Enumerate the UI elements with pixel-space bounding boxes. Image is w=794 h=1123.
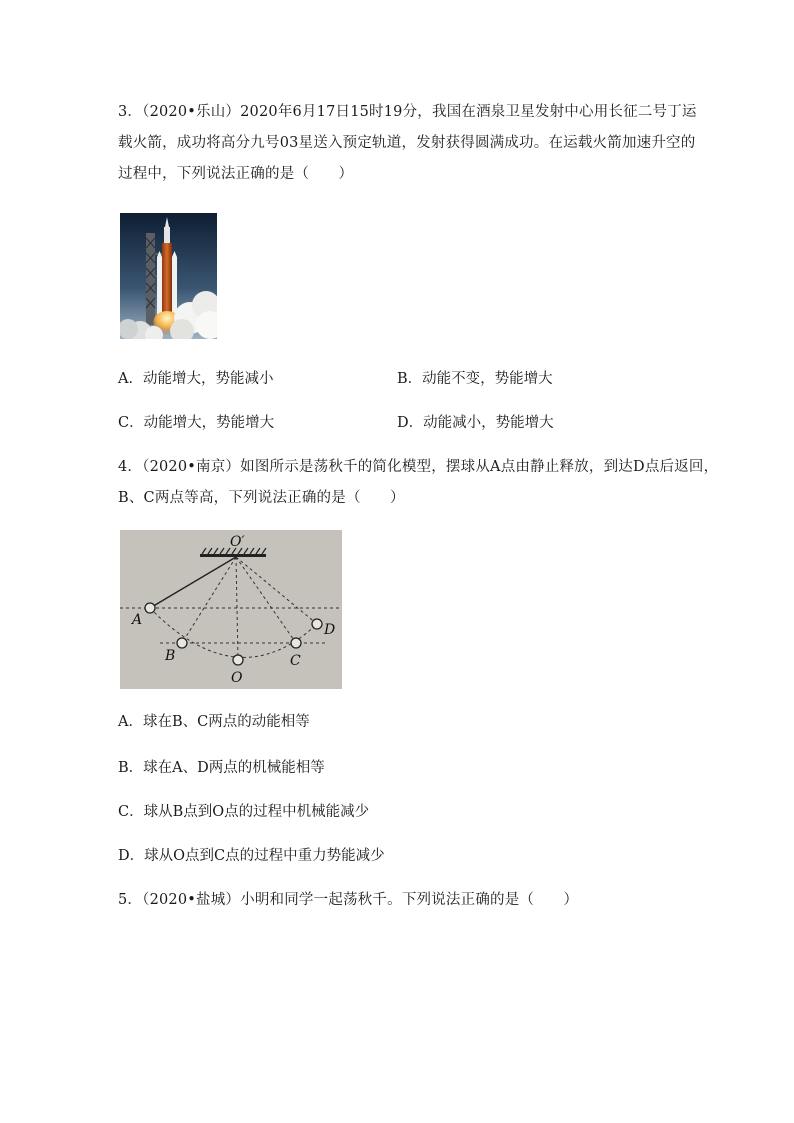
pendulum-diagram xyxy=(120,530,342,689)
q4-option-b: B．球在A、D两点的机械能相等 xyxy=(118,760,325,776)
q4-option-d: D．球从O点到C点的过程中重力势能减少 xyxy=(118,848,385,864)
q3-option-b: B．动能不变，势能增大 xyxy=(397,371,553,387)
q3-option-c: C．动能增大，势能增大 xyxy=(118,415,275,431)
q4-line-2: B、C两点等高，下列说法正确的是（ ） xyxy=(118,490,405,506)
rocket-launch-image xyxy=(120,213,217,339)
q3-line-1: 3．（2020•乐山）2020年6月17日15时19分，我国在酒泉卫星发射中心用长征二号丁运 xyxy=(118,104,697,120)
label-o: O xyxy=(231,670,243,686)
q5-line-1: 5．（2020•盐城）小明和同学一起荡秋千。下列说法正确的是（ ） xyxy=(118,892,579,908)
label-a: A xyxy=(132,612,143,628)
q4-line-1: 4．（2020•南京）如图所示是荡秋千的简化模型，摆球从A点由静止释放，到达D点后返回， xyxy=(118,459,719,475)
q3-line-3: 过程中，下列说法正确的是（ ） xyxy=(118,166,354,182)
label-b: B xyxy=(165,648,176,664)
label-o-prime: O′ xyxy=(230,534,245,550)
q3-option-a: A．动能增大，势能减小 xyxy=(118,371,274,387)
q3-option-d: D．动能减小，势能增大 xyxy=(397,415,554,431)
q4-option-c: C．球从B点到O点的过程中机械能减少 xyxy=(118,804,370,820)
label-d: D xyxy=(324,622,336,638)
q3-line-2: 载火箭，成功将高分九号03星送入预定轨道，发射获得圆满成功。在运载火箭加速升空的 xyxy=(118,135,696,151)
label-c: C xyxy=(290,653,301,669)
q4-option-a: A．球在B、C两点的动能相等 xyxy=(118,714,310,730)
